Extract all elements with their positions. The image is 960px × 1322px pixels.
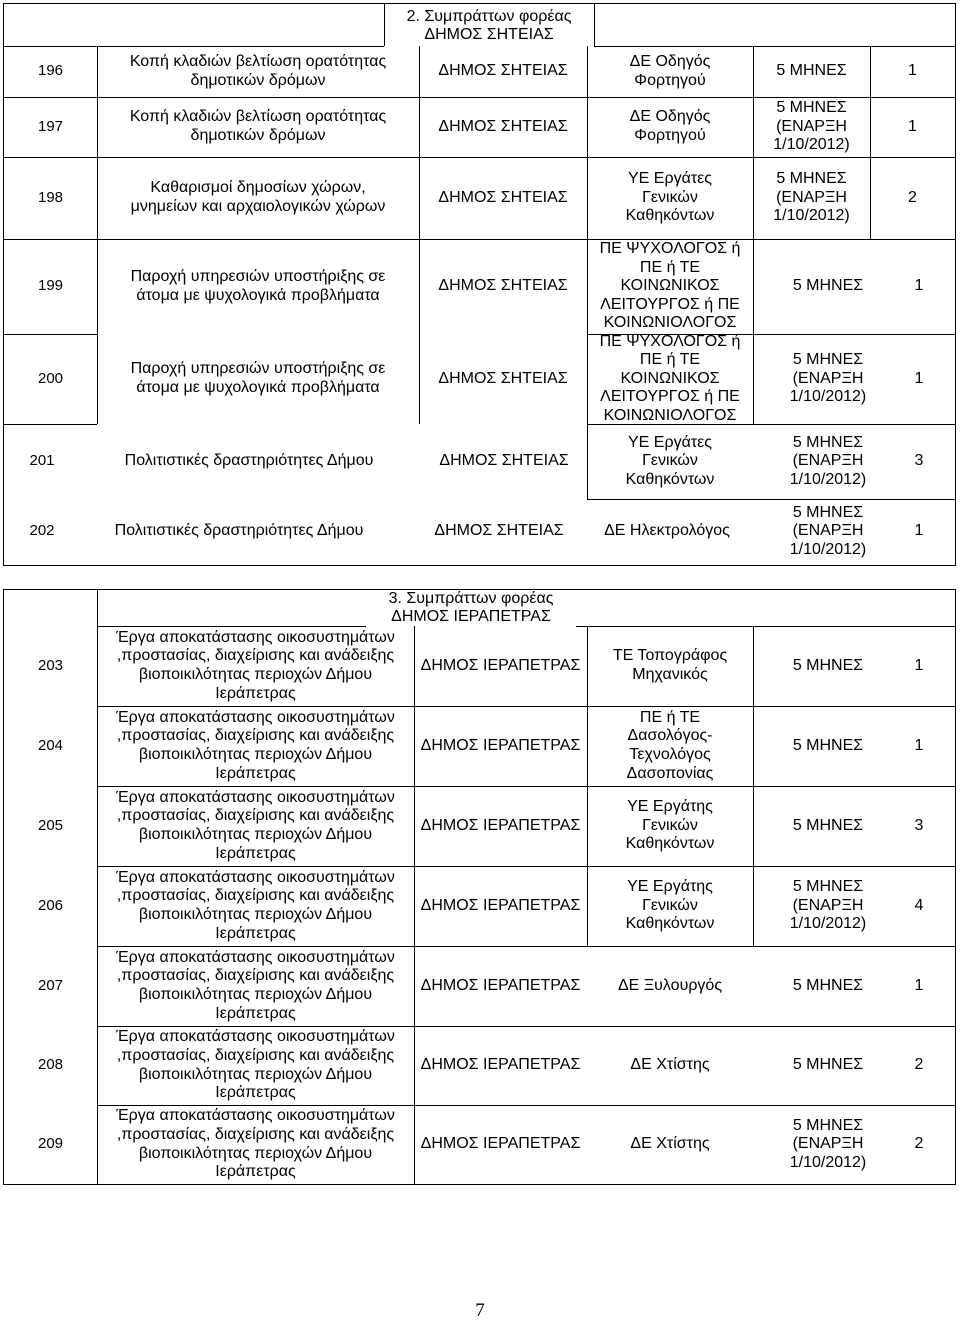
row-number-line: 207 bbox=[37, 976, 64, 994]
project-title-line: άτομα με ψυχολογικά προβλήματα bbox=[136, 286, 380, 304]
specialty-line: Μηχανικός bbox=[632, 666, 708, 683]
specialty bbox=[587, 786, 753, 866]
entity-name-line: ΔΗΜΟΣ ΣΗΤΕΙΑΣ bbox=[438, 188, 568, 206]
position-count bbox=[870, 97, 955, 157]
project-title bbox=[97, 334, 419, 424]
specialty bbox=[587, 626, 753, 706]
row-number-line: 200 bbox=[37, 369, 64, 387]
project-title-line: Παροχή υπηρεσιών υποστήριξης σε bbox=[130, 360, 386, 378]
project-title-line: ,προστασίας, διαχείρισης και ανάδειξης bbox=[116, 967, 395, 985]
specialty-line: ΔΕ Χτίστης bbox=[630, 1056, 710, 1074]
duration-line: 5 ΜΗΝΕΣ bbox=[776, 99, 847, 117]
row-number-line: 201 bbox=[29, 452, 55, 470]
project-title bbox=[97, 1105, 414, 1184]
specialty-line: ΠΕ ΨΥΧΟΛΟΓΟΣ ή bbox=[599, 240, 741, 258]
position-count-line: 1 bbox=[914, 369, 924, 387]
project-title-line: βιοποικιλότητας περιοχών Δήμου bbox=[138, 986, 373, 1003]
duration-line: (ΕΝΑΡΞΗ bbox=[792, 896, 864, 914]
project-title-line: δημοτικών δρόμων bbox=[190, 71, 326, 89]
row-number bbox=[4, 706, 97, 786]
duration-line: 5 ΜΗΝΕΣ bbox=[792, 1116, 864, 1134]
entity-name bbox=[424, 499, 574, 564]
project-title-line: ,προστασίας, διαχείρισης και ανάδειξης bbox=[116, 727, 395, 745]
row-number bbox=[4, 626, 97, 706]
position-count bbox=[870, 157, 955, 239]
position-count-line: 2 bbox=[908, 188, 917, 206]
section-heading bbox=[384, 8, 594, 44]
project-title-line: βιοποικιλότητας περιοχών Δήμου bbox=[138, 1065, 373, 1083]
specialty-line: Τεχνολόγος bbox=[629, 746, 711, 763]
duration-line: 5 ΜΗΝΕΣ bbox=[792, 351, 864, 369]
specialty-line: ΥΕ Εργάτης bbox=[627, 798, 713, 816]
entity-name-line: ΔΗΜΟΣ ΣΗΤΕΙΑΣ bbox=[434, 522, 564, 540]
project-title-line: Έργα αποκατάστασης οικοσυστημάτων bbox=[116, 948, 395, 966]
duration-line: 1/10/2012) bbox=[789, 540, 867, 558]
specialty-line: Φορτηγού bbox=[634, 127, 706, 144]
specialty-line: Καθηκόντων bbox=[625, 470, 715, 488]
duration bbox=[753, 239, 903, 334]
specialty-line: Καθηκόντων bbox=[625, 207, 715, 225]
project-title-line: βιοποικιλότητας περιοχών Δήμου bbox=[138, 746, 373, 763]
position-count-line: 3 bbox=[914, 816, 924, 834]
row-number bbox=[4, 946, 97, 1026]
project-title-line: Καθαρισμοί δημοσίων χώρων, bbox=[150, 179, 366, 197]
duration-line: (ΕΝΑΡΞΗ bbox=[792, 522, 864, 540]
project-title-line: Κοπή κλαδιών βελτίωση ορατότητας bbox=[129, 108, 387, 126]
project-title-line: βιοποικιλότητας περιοχών Δήμου bbox=[138, 906, 373, 923]
position-count bbox=[899, 239, 939, 334]
specialty bbox=[587, 157, 753, 239]
entity-name-line: ΔΗΜΟΣ ΣΗΤΕΙΑΣ bbox=[438, 369, 568, 387]
row-number bbox=[22, 424, 62, 499]
project-title-line: Έργα αποκατάστασης οικοσυστημάτων bbox=[116, 1107, 395, 1125]
specialty-line: Γενικών bbox=[642, 896, 698, 914]
row-number bbox=[4, 786, 97, 866]
column-divider bbox=[384, 4, 385, 46]
specialty-line: ΛΕΙΤΟΥΡΓΟΣ ή ΠΕ bbox=[600, 388, 740, 406]
table-section-ierapetra bbox=[3, 589, 956, 1185]
entity-name-line: ΔΗΜΟΣ ΣΗΤΕΙΑΣ bbox=[439, 452, 569, 470]
specialty-line: ΠΕ ΨΥΧΟΛΟΓΟΣ ή bbox=[599, 332, 741, 350]
duration bbox=[753, 786, 903, 866]
row-number-line: 203 bbox=[37, 656, 64, 674]
specialty-line: Δασοπονίας bbox=[626, 764, 714, 782]
project-title bbox=[94, 424, 404, 499]
project-title-line: Πολιτιστικές δραστηριότητες Δήμου bbox=[114, 522, 364, 540]
position-count-line: 2 bbox=[914, 1056, 924, 1074]
position-count-line: 1 bbox=[914, 736, 924, 754]
project-title bbox=[97, 786, 414, 866]
entity-name-line: ΔΗΜΟΣ ΙΕΡΑΠΕΤΡΑΣ bbox=[420, 656, 581, 674]
specialty-line: Καθηκόντων bbox=[625, 835, 715, 853]
section-heading bbox=[366, 590, 576, 626]
specialty-line: ΔΕ Ηλεκτρολόγος bbox=[604, 522, 730, 540]
duration-line: 5 ΜΗΝΕΣ bbox=[792, 816, 864, 834]
project-title bbox=[97, 239, 419, 334]
duration-line: 1/10/2012) bbox=[773, 207, 850, 225]
section-heading-line: ΔΗΜΟΣ ΙΕΡΑΠΕΤΡΑΣ bbox=[391, 608, 551, 625]
page-number: 7 bbox=[475, 1300, 485, 1321]
entity-name bbox=[419, 334, 587, 424]
duration bbox=[753, 424, 903, 499]
position-count-line: 1 bbox=[908, 62, 917, 80]
project-title-line: δημοτικών δρόμων bbox=[190, 127, 326, 144]
project-title-line: Έργα αποκατάστασης οικοσυστημάτων bbox=[116, 708, 395, 726]
entity-name-line: ΔΗΜΟΣ ΙΕΡΑΠΕΤΡΑΣ bbox=[420, 896, 581, 914]
row-number-line: 199 bbox=[37, 277, 64, 295]
specialty-line: ΔΕ Χτίστης bbox=[630, 1135, 710, 1153]
project-title-line: Ιεράπετρας bbox=[215, 764, 296, 782]
entity-name bbox=[419, 239, 587, 334]
position-count-line: 1 bbox=[908, 117, 917, 135]
specialty-line: ΔΕ Οδηγός bbox=[629, 52, 711, 70]
specialty-line: ΠΕ ή ΤΕ bbox=[639, 258, 701, 276]
specialty-line: ΥΕ Εργάτης bbox=[627, 878, 713, 896]
project-title-line: βιοποικιλότητας περιοχών Δήμου bbox=[138, 826, 373, 843]
row-number-line: 202 bbox=[29, 522, 55, 540]
entity-name bbox=[414, 706, 587, 786]
entity-name-line: ΔΗΜΟΣ ΙΕΡΑΠΕΤΡΑΣ bbox=[420, 1056, 581, 1074]
project-title-line: Παροχή υπηρεσιών υποστήριξης σε bbox=[130, 267, 386, 285]
position-count-line: 2 bbox=[914, 1135, 924, 1153]
specialty-line: ΤΕ Τοπογράφος bbox=[612, 647, 728, 665]
section-heading-line: 3. Συμπράττων φορέας bbox=[388, 590, 554, 607]
duration bbox=[753, 46, 870, 97]
duration-line: 5 ΜΗΝΕΣ bbox=[792, 878, 864, 896]
project-title-line: Έργα αποκατάστασης οικοσυστημάτων bbox=[116, 868, 395, 886]
specialty bbox=[587, 1026, 753, 1105]
duration bbox=[753, 499, 903, 564]
duration bbox=[753, 334, 903, 424]
position-count-line: 4 bbox=[914, 896, 924, 914]
project-title-line: ,προστασίας, διαχείρισης και ανάδειξης bbox=[116, 1046, 395, 1064]
entity-name bbox=[419, 157, 587, 239]
row-number bbox=[4, 866, 97, 946]
duration bbox=[753, 1105, 903, 1184]
specialty-line: Φορτηγού bbox=[634, 71, 706, 89]
position-count bbox=[899, 424, 939, 499]
specialty bbox=[587, 239, 753, 334]
entity-name bbox=[419, 46, 587, 97]
project-title-line: Κοπή κλαδιών βελτίωση ορατότητας bbox=[129, 52, 387, 70]
project-title bbox=[97, 1026, 414, 1105]
duration bbox=[753, 157, 870, 239]
duration bbox=[753, 626, 903, 706]
row-number bbox=[4, 1026, 97, 1105]
row-number-line: 208 bbox=[37, 1056, 64, 1074]
row-number-line: 196 bbox=[37, 62, 64, 80]
entity-name-line: ΔΗΜΟΣ ΣΗΤΕΙΑΣ bbox=[438, 277, 568, 295]
entity-name-line: ΔΗΜΟΣ ΣΗΤΕΙΑΣ bbox=[438, 62, 568, 80]
duration-line: 1/10/2012) bbox=[773, 136, 850, 154]
project-title-line: Πολιτιστικές δραστηριότητες Δήμου bbox=[124, 452, 374, 470]
row-number-line: 204 bbox=[37, 736, 64, 754]
duration-line: 1/10/2012) bbox=[789, 470, 867, 488]
project-title bbox=[97, 97, 419, 157]
project-title-line: μνημείων και αρχαιολογικών χώρων bbox=[130, 198, 386, 215]
position-count bbox=[899, 626, 939, 706]
specialty bbox=[587, 424, 753, 499]
position-count-line: 3 bbox=[914, 452, 924, 470]
row-number-line: 198 bbox=[37, 188, 64, 206]
specialty bbox=[592, 499, 742, 564]
position-count bbox=[899, 1026, 939, 1105]
duration-line: (ΕΝΑΡΞΗ bbox=[792, 452, 864, 470]
duration-line: (ΕΝΑΡΞΗ bbox=[776, 117, 847, 135]
specialty bbox=[587, 1105, 753, 1184]
row-number bbox=[4, 157, 97, 239]
duration-line: 5 ΜΗΝΕΣ bbox=[792, 656, 864, 674]
duration bbox=[753, 706, 903, 786]
entity-name bbox=[414, 786, 587, 866]
project-title-line: ,προστασίας, διαχείρισης και ανάδειξης bbox=[116, 887, 395, 905]
project-title bbox=[97, 866, 414, 946]
entity-name bbox=[419, 97, 587, 157]
specialty-line: Γενικών bbox=[642, 452, 698, 470]
project-title bbox=[97, 626, 414, 706]
entity-name bbox=[414, 866, 587, 946]
position-count bbox=[899, 786, 939, 866]
duration-line: 5 ΜΗΝΕΣ bbox=[792, 433, 864, 451]
project-title-line: βιοποικιλότητας περιοχών Δήμου bbox=[138, 1144, 373, 1162]
table-section-sitia bbox=[3, 3, 956, 566]
entity-name-line: ΔΗΜΟΣ ΣΗΤΕΙΑΣ bbox=[438, 117, 568, 135]
project-title bbox=[97, 46, 419, 97]
project-title-line: Έργα αποκατάστασης οικοσυστημάτων bbox=[116, 628, 395, 646]
duration-line: 5 ΜΗΝΕΣ bbox=[792, 736, 864, 754]
duration bbox=[753, 97, 870, 157]
project-title-line: Ιεράπετρας bbox=[215, 844, 296, 862]
duration-line: (ΕΝΑΡΞΗ bbox=[792, 1135, 864, 1153]
position-count bbox=[870, 46, 955, 97]
row-number bbox=[4, 239, 97, 334]
column-divider bbox=[594, 4, 595, 46]
specialty-line: Καθηκόντων bbox=[625, 915, 715, 933]
duration-line: 1/10/2012) bbox=[789, 388, 867, 406]
specialty-line: ΚΟΙΝΩΝΙΚΟΣ bbox=[620, 277, 720, 295]
duration-line: 5 ΜΗΝΕΣ bbox=[792, 277, 864, 295]
specialty-line: Γενικών bbox=[642, 816, 698, 834]
project-title-line: ,προστασίας, διαχείρισης και ανάδειξης bbox=[116, 647, 395, 665]
duration-line: 5 ΜΗΝΕΣ bbox=[792, 1056, 864, 1074]
specialty bbox=[587, 46, 753, 97]
project-title-line: Έργα αποκατάστασης οικοσυστημάτων bbox=[116, 1028, 395, 1046]
row-number-line: 206 bbox=[37, 896, 64, 914]
duration-line: 5 ΜΗΝΕΣ bbox=[776, 62, 847, 80]
specialty bbox=[587, 334, 753, 424]
position-count-line: 1 bbox=[914, 522, 924, 540]
position-count bbox=[899, 499, 939, 564]
project-title-line: Ιεράπετρας bbox=[215, 1004, 296, 1022]
specialty-line: Δασολόγος- bbox=[627, 727, 713, 745]
specialty-line: ΔΕ Ξυλουργός bbox=[617, 976, 723, 994]
row-number bbox=[4, 46, 97, 97]
duration-line: 5 ΜΗΝΕΣ bbox=[792, 976, 864, 994]
entity-name-line: ΔΗΜΟΣ ΙΕΡΑΠΕΤΡΑΣ bbox=[420, 816, 581, 834]
project-title-line: Ιεράπετρας bbox=[215, 924, 296, 942]
project-title-line: Ιεράπετρας bbox=[215, 684, 296, 702]
row-number bbox=[4, 334, 97, 424]
project-title-line: βιοποικιλότητας περιοχών Δήμου bbox=[138, 666, 373, 683]
entity-name bbox=[429, 424, 579, 499]
section-heading-line: ΔΗΜΟΣ ΣΗΤΕΙΑΣ bbox=[424, 26, 554, 43]
project-title-line: Ιεράπετρας bbox=[215, 1163, 296, 1181]
position-count bbox=[899, 334, 939, 424]
project-title-line: Ιεράπετρας bbox=[215, 1084, 296, 1102]
entity-name bbox=[414, 1026, 587, 1105]
specialty-line: ΥΕ Εργάτες bbox=[628, 170, 712, 188]
position-count-line: 1 bbox=[914, 277, 924, 295]
specialty-line: ΚΟΙΝΩΝΙΟΛΟΓΟΣ bbox=[603, 406, 737, 424]
row-number-line: 205 bbox=[37, 816, 64, 834]
specialty bbox=[587, 97, 753, 157]
specialty-line: ΛΕΙΤΟΥΡΓΟΣ ή ΠΕ bbox=[600, 295, 740, 313]
project-title bbox=[84, 499, 394, 564]
row-number bbox=[22, 499, 62, 564]
entity-name-line: ΔΗΜΟΣ ΙΕΡΑΠΕΤΡΑΣ bbox=[420, 736, 581, 754]
row-number-line: 209 bbox=[37, 1135, 64, 1153]
specialty-line: Γενικών bbox=[642, 188, 698, 206]
duration-line: 5 ΜΗΝΕΣ bbox=[792, 503, 864, 521]
specialty-line: ΚΟΙΝΩΝΙΚΟΣ bbox=[620, 369, 720, 387]
project-title-line: ,προστασίας, διαχείρισης και ανάδειξης bbox=[116, 1125, 395, 1143]
project-title-line: ,προστασίας, διαχείρισης και ανάδειξης bbox=[116, 807, 395, 825]
position-count bbox=[899, 866, 939, 946]
project-title bbox=[97, 157, 419, 239]
position-count bbox=[899, 706, 939, 786]
duration bbox=[753, 1026, 903, 1105]
section-heading-line: 2. Συμπράττων φορέας bbox=[406, 8, 572, 25]
project-title-line: Έργα αποκατάστασης οικοσυστημάτων bbox=[116, 788, 395, 806]
row-number bbox=[4, 1105, 97, 1184]
specialty bbox=[587, 946, 753, 1026]
duration-line: (ΕΝΑΡΞΗ bbox=[792, 369, 864, 387]
position-count-line: 1 bbox=[914, 976, 924, 994]
project-title-line: άτομα με ψυχολογικά προβλήματα bbox=[136, 379, 380, 396]
entity-name bbox=[414, 1105, 587, 1184]
specialty-line: ΔΕ Οδηγός bbox=[629, 108, 711, 126]
duration bbox=[753, 866, 903, 946]
entity-name-line: ΔΗΜΟΣ ΙΕΡΑΠΕΤΡΑΣ bbox=[420, 976, 581, 994]
specialty-line: ΥΕ Εργάτες bbox=[628, 433, 712, 451]
duration bbox=[753, 946, 903, 1026]
specialty bbox=[587, 706, 753, 786]
duration-line: (ΕΝΑΡΞΗ bbox=[776, 188, 847, 206]
entity-name bbox=[414, 946, 587, 1026]
position-count-line: 1 bbox=[914, 656, 924, 674]
entity-name-line: ΔΗΜΟΣ ΙΕΡΑΠΕΤΡΑΣ bbox=[420, 1135, 581, 1153]
row-number bbox=[4, 97, 97, 157]
duration-line: 1/10/2012) bbox=[789, 1153, 867, 1171]
specialty-line: ΚΟΙΝΩΝΙΟΛΟΓΟΣ bbox=[603, 314, 737, 332]
duration-line: 1/10/2012) bbox=[789, 915, 867, 933]
row-number-line: 197 bbox=[37, 117, 64, 135]
specialty bbox=[587, 866, 753, 946]
duration-line: 5 ΜΗΝΕΣ bbox=[776, 170, 847, 188]
position-count bbox=[899, 1105, 939, 1184]
specialty-line: ΠΕ ή ΤΕ bbox=[639, 351, 701, 369]
project-title bbox=[97, 946, 414, 1026]
position-count bbox=[899, 946, 939, 1026]
entity-name bbox=[414, 626, 587, 706]
project-title bbox=[97, 706, 414, 786]
specialty-line: ΠΕ ή ΤΕ bbox=[639, 708, 701, 726]
